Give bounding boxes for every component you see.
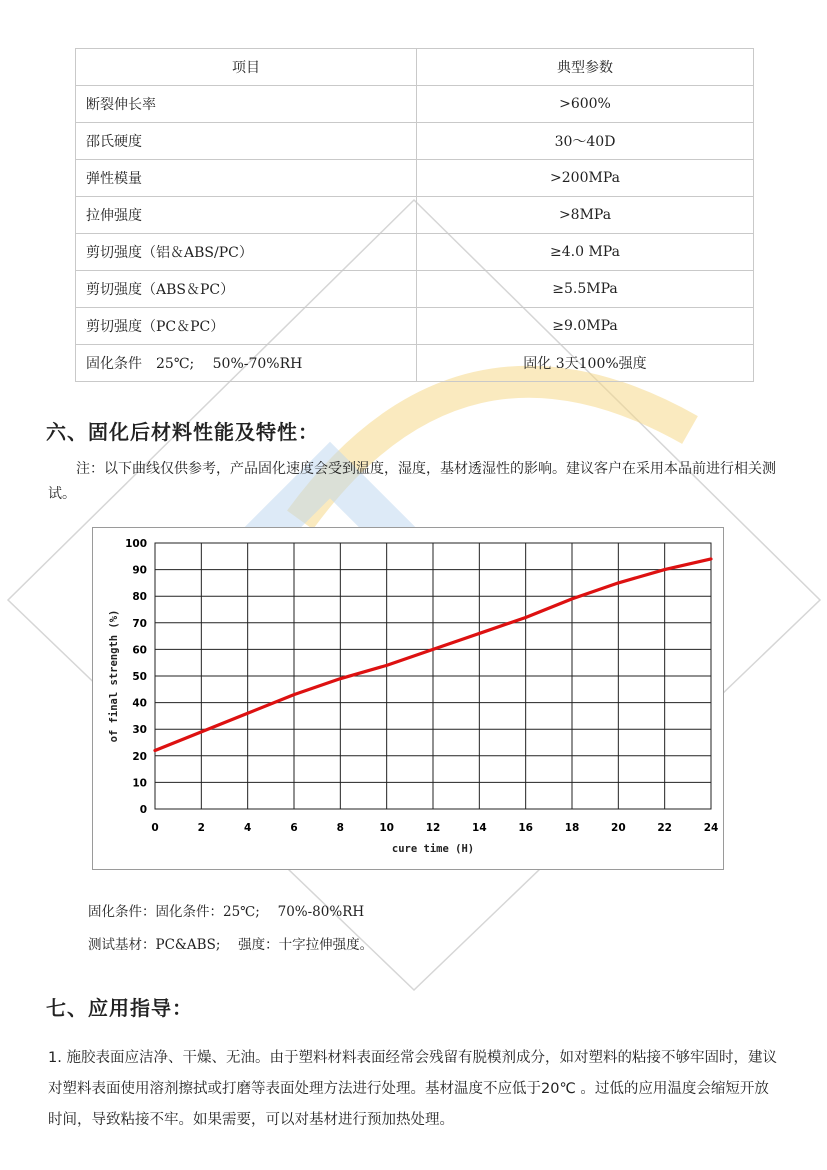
x-tick-label: 18 — [564, 822, 580, 834]
note-paragraph: 注：以下曲线仅供参考，产品固化速度会受到温度，湿度，基材透湿性的影响。建议客户在采用本品前进行相关测试。 — [48, 461, 776, 502]
y-tick-label: 50 — [132, 671, 147, 683]
table-row — [76, 197, 754, 234]
row-item: 剪切强度（铝＆ABS/PC） — [76, 234, 417, 271]
test-substrate: 测试基材：PC&ABS; 强度：十字拉伸强度。 — [88, 937, 374, 953]
y-tick-label: 10 — [132, 777, 147, 790]
row-value: ≥5.5MPa — [417, 271, 754, 308]
row-item: 弹性模量 — [76, 160, 417, 197]
x-axis-label: cure time (H) — [391, 843, 475, 855]
row-value: >200MPa — [417, 160, 754, 197]
table-row — [76, 234, 754, 271]
row-item: 邵氏硬度 — [76, 123, 417, 160]
table-row — [76, 123, 754, 160]
header-item: 项目 — [76, 49, 417, 86]
row-value: 30～40D — [417, 123, 754, 160]
x-tick-label: 20 — [611, 822, 626, 834]
table-row — [76, 86, 754, 123]
row-item: 固化条件 25℃; 50%-70%RH — [76, 345, 417, 382]
row-item: 剪切强度（PC＆PC） — [76, 308, 417, 345]
row-value: ≥4.0 MPa — [417, 234, 754, 271]
spec-table — [75, 48, 754, 382]
x-tick-label: 10 — [379, 822, 394, 834]
y-tick-label: 40 — [132, 697, 147, 710]
y-tick-label: 80 — [132, 591, 147, 604]
x-tick-label: 22 — [657, 822, 672, 834]
section-6-heading: 六、固化后材料性能及特性： — [46, 420, 319, 444]
y-tick-label: 0 — [139, 804, 147, 816]
x-tick-label: 6 — [290, 822, 298, 834]
x-tick-label: 16 — [518, 822, 533, 834]
x-tick-label: 8 — [336, 822, 344, 834]
y-tick-label: 70 — [132, 617, 147, 630]
header-value: 典型参数 — [417, 49, 754, 86]
y-tick-label: 60 — [132, 644, 147, 657]
row-value: ≥9.0MPa — [417, 308, 754, 345]
row-value: >600% — [417, 86, 754, 123]
table-row — [76, 345, 754, 382]
x-tick-label: 14 — [472, 822, 487, 834]
x-tick-label: 4 — [244, 822, 252, 834]
application-paragraph: 1. 施胶表面应洁净、干燥、无油。由于塑料材料表面经常会残留有脱模剂成分，如对塑料的粘接不够牢固时，建议对塑料表面使用溶剂擦拭或打磨等表面处理方法进行处理。基材温度不应低于20℃ 。过低的应用温度会缩短开放时间，导致粘接不牢。如果需要，可以对基材进行预加热处理。 — [48, 1050, 777, 1128]
x-tick-label: 0 — [151, 822, 159, 834]
x-tick-label: 12 — [425, 822, 441, 834]
row-value: >8MPa — [417, 197, 754, 234]
y-tick-label: 20 — [132, 750, 147, 763]
row-item: 剪切强度（ABS＆PC） — [76, 271, 417, 308]
row-item: 拉伸强度 — [76, 197, 417, 234]
y-axis-label: of final strength (%) — [108, 609, 120, 743]
row-value: 固化 3天100%强度 — [417, 345, 754, 382]
cure-conditions: 固化条件：固化条件：25℃; 70%-80%RH — [88, 904, 365, 920]
x-tick-label: 24 — [703, 822, 719, 834]
y-tick-label: 90 — [132, 564, 147, 577]
section-7-heading: 七、应用指导： — [46, 996, 193, 1020]
y-tick-label: 30 — [132, 724, 147, 737]
chart-frame — [92, 527, 724, 870]
y-tick-label: 100 — [125, 538, 147, 550]
cure-strength-chart — [93, 528, 725, 871]
table-row — [76, 271, 754, 308]
table-row — [76, 308, 754, 345]
table-header-row — [76, 49, 754, 86]
row-item: 断裂伸长率 — [76, 86, 417, 123]
table-row — [76, 160, 754, 197]
x-tick-label: 2 — [197, 822, 205, 834]
